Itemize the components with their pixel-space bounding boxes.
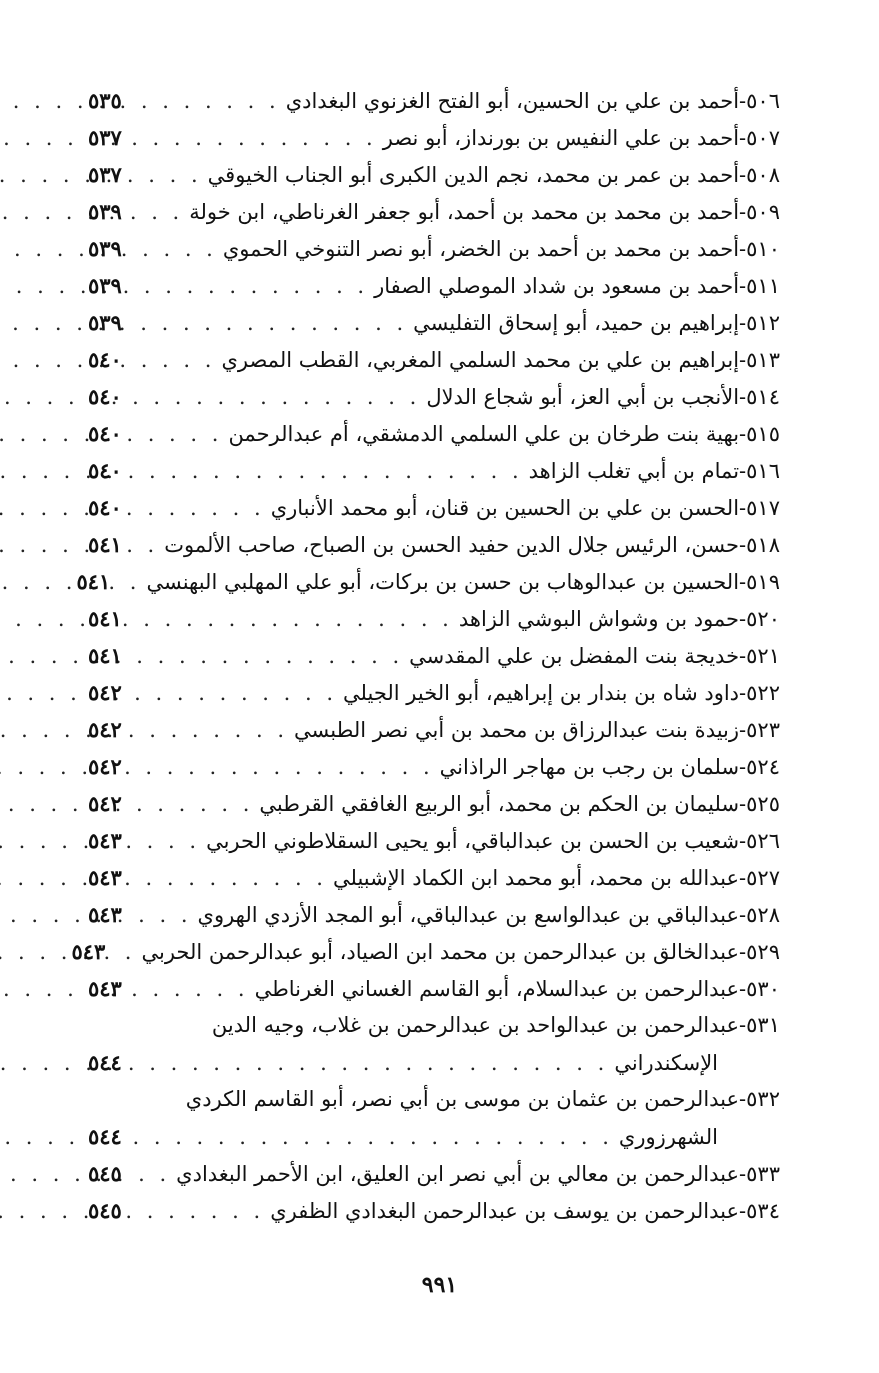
toc-entry xyxy=(88,452,780,489)
entry-dash: - xyxy=(739,533,747,557)
leader-dots xyxy=(124,564,146,601)
entry-number: ٥٢١ xyxy=(746,644,780,668)
toc-entry xyxy=(88,304,780,341)
toc-line xyxy=(88,1007,780,1044)
leader-dots xyxy=(136,1045,614,1082)
toc-line xyxy=(88,1192,780,1229)
leader-dots xyxy=(136,749,440,786)
entry-title: داود شاه بن بندار بن إبراهيم، أبو الخير الجيلي xyxy=(343,681,740,705)
leader-dots xyxy=(136,194,189,231)
toc-entry xyxy=(88,822,780,859)
toc-entry xyxy=(88,1081,780,1155)
entry-page: ٥٣٥ xyxy=(88,88,122,113)
entry-number: ٥٣٢ xyxy=(746,1087,780,1111)
toc-entry xyxy=(88,378,780,415)
toc-line xyxy=(88,193,780,230)
entry-dash: - xyxy=(739,607,747,631)
entry-page: ٥٤١ xyxy=(88,606,122,631)
entry-title: حمود بن وشواش البوشي الزاهد xyxy=(458,607,740,631)
leader-dots xyxy=(136,416,228,453)
toc-entry xyxy=(76,563,780,600)
toc-entry xyxy=(88,748,780,785)
entry-number: ٥٠٧ xyxy=(746,126,780,150)
entry-page: ٥٣٩ xyxy=(88,199,122,224)
entry-dash: - xyxy=(739,1199,747,1223)
toc-line xyxy=(76,563,780,600)
toc-line xyxy=(88,378,780,415)
entry-title: عبدالله بن محمد، أبو محمد ابن الكماد الإشبيلي xyxy=(332,866,740,890)
entry-dash: - xyxy=(739,570,747,594)
leader-dots xyxy=(136,231,223,268)
leader-dots xyxy=(136,490,271,527)
toc-entry xyxy=(88,267,780,304)
toc-line xyxy=(88,304,780,341)
leader-dots xyxy=(136,675,343,712)
entry-page: ٥٤٤ xyxy=(88,1050,122,1075)
toc-entry xyxy=(88,119,780,156)
entry-title: عبدالرحمن بن عثمان بن موسى بن أبي نصر، أبو القاسم الكردي xyxy=(185,1087,740,1111)
entry-page: ٥٤٣ xyxy=(88,902,122,927)
entry-dash: - xyxy=(739,163,747,187)
leader-dots xyxy=(136,1156,176,1193)
entry-number: ٥١٢ xyxy=(746,311,780,335)
toc-line xyxy=(88,674,780,711)
entry-dash: - xyxy=(739,348,747,372)
toc-line xyxy=(88,600,780,637)
entry-number: ٥٠٩ xyxy=(746,200,780,224)
entry-page: ٥٤٣ xyxy=(88,976,122,1001)
entry-dash: - xyxy=(739,126,747,150)
leader-dots xyxy=(136,305,413,342)
entry-title: عبدالرحمن بن معالي بن أبي نصر ابن العليق، ابن الأحمر البغدادي xyxy=(176,1162,740,1186)
toc-line xyxy=(88,822,780,859)
entry-page: ٥٤٢ xyxy=(88,754,122,779)
entry-page: ٥٤٠ xyxy=(88,384,122,409)
leader-dots xyxy=(136,453,529,490)
leader-dots xyxy=(136,379,426,416)
entry-number: ٥١٧ xyxy=(746,496,780,520)
entry-dash: - xyxy=(739,459,747,483)
leader-dots xyxy=(136,83,286,120)
entry-number: ٥٢٩ xyxy=(746,940,780,964)
entry-dash: - xyxy=(739,1087,747,1111)
entry-dash: - xyxy=(739,237,747,261)
toc-line xyxy=(88,859,780,896)
entry-number: ٥٢٠ xyxy=(746,607,780,631)
leader-dots xyxy=(136,342,221,379)
entry-page: ٥٤٠ xyxy=(88,495,122,520)
toc-line xyxy=(88,785,780,822)
leader-dots xyxy=(119,934,141,971)
toc-line xyxy=(88,1155,780,1192)
toc-entry xyxy=(88,341,780,378)
entry-dash: - xyxy=(739,1162,747,1186)
toc-entry xyxy=(88,156,780,193)
entry-title: زبيدة بنت عبدالرزاق بن محمد بن أبي نصر الطبسي xyxy=(294,718,740,742)
entry-title: أحمد بن محمد بن محمد بن أحمد، أبو جعفر الغرناطي، ابن خولة xyxy=(189,200,740,224)
toc-entry xyxy=(88,526,780,563)
toc-entry xyxy=(88,1155,780,1192)
entry-page: ٥٣٩ xyxy=(88,310,122,335)
leader-dots xyxy=(136,1193,270,1230)
leader-dots xyxy=(136,268,374,305)
entry-page: ٥٤٣ xyxy=(88,828,122,853)
toc-entry xyxy=(88,785,780,822)
entry-page: ٥٤٣ xyxy=(71,939,106,964)
entry-number: ٥١٣ xyxy=(746,348,780,372)
toc-entry xyxy=(71,933,780,970)
toc-line xyxy=(88,526,780,563)
entry-number: ٥٢٥ xyxy=(746,792,780,816)
entry-number: ٥١٤ xyxy=(746,385,780,409)
entry-number: ٥٠٨ xyxy=(746,163,780,187)
entry-dash: - xyxy=(739,681,747,705)
entry-page: ٥٤٠ xyxy=(88,347,122,372)
entry-title: إبراهيم بن حميد، أبو إسحاق التفليسي xyxy=(413,311,740,335)
entry-title-continued: الإسكندراني xyxy=(614,1051,718,1075)
entry-dash: - xyxy=(739,644,747,668)
entry-dash: - xyxy=(739,496,747,520)
entry-dash: - xyxy=(739,903,747,927)
entry-number: ٥٣٠ xyxy=(746,977,780,1001)
toc-entry xyxy=(88,970,780,1007)
entry-dash: - xyxy=(739,718,747,742)
entry-number: ٥١٥ xyxy=(746,422,780,446)
entry-dash: - xyxy=(739,866,747,890)
entry-title: عبدالباقي بن عبدالواسع بن عبدالباقي، أبو المجد الأزدي الهروي xyxy=(197,903,740,927)
toc-entry xyxy=(88,230,780,267)
leader-dots xyxy=(136,1119,619,1156)
toc-entry xyxy=(88,600,780,637)
toc-line xyxy=(88,341,780,378)
entry-title: عبدالخالق بن عبدالرحمن بن محمد ابن الصياد، أبو عبدالرحمن الحربي xyxy=(141,940,740,964)
entry-title-continued: الشهرزوري xyxy=(618,1125,718,1149)
entry-number: ٥١٨ xyxy=(746,533,780,557)
entry-title: خديجة بنت المفضل بن علي المقدسي xyxy=(409,644,740,668)
toc-entry xyxy=(88,1192,780,1229)
entry-title: الحسين بن عبدالوهاب بن حسن بن بركات، أبو علي المهلبي البهنسي xyxy=(146,570,740,594)
toc-entry xyxy=(88,1007,780,1081)
entry-number: ٥١١ xyxy=(746,274,780,298)
toc-line xyxy=(88,489,780,526)
entry-page: ٥٤٣ xyxy=(88,865,122,890)
entry-title: الأنجب بن أبي العز، أبو شجاع الدلال xyxy=(426,385,740,409)
entry-dash: - xyxy=(739,200,747,224)
leader-dots xyxy=(136,786,259,823)
entry-number: ٥٣٣ xyxy=(746,1162,780,1186)
toc-entry xyxy=(88,859,780,896)
entry-page: ٥٤١ xyxy=(88,532,122,557)
entry-title: عبدالرحمن بن يوسف بن عبدالرحمن البغدادي الظفري xyxy=(270,1199,740,1223)
toc-line xyxy=(88,711,780,748)
toc-line xyxy=(88,748,780,785)
entry-dash: - xyxy=(739,792,747,816)
toc-line-continued xyxy=(88,1044,780,1081)
entry-title: أحمد بن علي بن الحسين، أبو الفتح الغزنوي البغدادي xyxy=(285,89,740,113)
leader-dots xyxy=(136,527,164,564)
toc-entry xyxy=(88,193,780,230)
leader-dots xyxy=(136,971,255,1008)
entry-page: ٥٣٧ xyxy=(88,125,122,150)
entry-title: عبدالرحمن بن عبدالواحد بن عبدالرحمن بن غلاب، وجيه الدين xyxy=(211,1013,740,1037)
toc-line xyxy=(88,82,780,119)
entry-number: ٥٢٣ xyxy=(746,718,780,742)
entry-page: ٥٤١ xyxy=(88,643,122,668)
leader-dots xyxy=(136,157,208,194)
entry-title: أحمد بن عمر بن محمد، نجم الدين الكبرى أبو الجناب الخيوقي xyxy=(207,163,740,187)
toc-line xyxy=(88,1081,780,1118)
toc-entry xyxy=(88,637,780,674)
entry-number: ٥١٠ xyxy=(746,237,780,261)
entry-number: ٥٣٤ xyxy=(746,1199,780,1223)
toc-line xyxy=(88,637,780,674)
entry-title: حسن، الرئيس جلال الدين حفيد الحسن بن الصباح، صاحب الألموت xyxy=(164,533,740,557)
entry-page: ٥٤٠ xyxy=(88,458,122,483)
entry-title: أحمد بن مسعود بن شداد الموصلي الصفار xyxy=(374,274,740,298)
entry-number: ٥٢٢ xyxy=(746,681,780,705)
leader-dots xyxy=(136,601,459,638)
toc-entry xyxy=(88,415,780,452)
toc-line xyxy=(88,119,780,156)
entry-title: بهية بنت طرخان بن علي السلمي الدمشقي، أم عبدالرحمن xyxy=(228,422,740,446)
entry-title: أحمد بن علي النفيس بن بورنداز، أبو نصر xyxy=(382,126,740,150)
entry-title: الحسن بن علي بن الحسين بن قنان، أبو محمد الأنباري xyxy=(270,496,740,520)
entry-dash: - xyxy=(739,940,747,964)
entry-page: ٥٣٩ xyxy=(88,236,122,261)
leader-dots xyxy=(136,860,333,897)
entry-page: ٥٤٠ xyxy=(88,421,122,446)
leader-dots xyxy=(136,638,409,675)
entry-dash: - xyxy=(739,977,747,1001)
toc-entry xyxy=(88,896,780,933)
entry-page: ٥٤٢ xyxy=(88,717,122,742)
leader-dots xyxy=(136,823,206,860)
leader-dots xyxy=(136,897,198,934)
entry-number: ٥١٦ xyxy=(746,459,780,483)
entry-number: ٥٢٨ xyxy=(746,903,780,927)
entry-title: شعيب بن الحسن بن عبدالباقي، أبو يحيى السقلاطوني الحربي xyxy=(206,829,740,853)
leader-dots xyxy=(136,120,383,157)
toc-line xyxy=(88,970,780,1007)
entry-dash: - xyxy=(739,89,747,113)
entry-page: ٥٣٧ xyxy=(88,162,122,187)
entry-page: ٥٤١ xyxy=(76,569,111,594)
toc-entry xyxy=(88,82,780,119)
entry-dash: - xyxy=(739,1013,747,1037)
entry-title: عبدالرحمن بن عبدالسلام، أبو القاسم الغساني الغرناطي xyxy=(254,977,740,1001)
toc-line xyxy=(88,896,780,933)
entry-title: سلمان بن رجب بن مهاجر الراذاني xyxy=(439,755,740,779)
entry-title: إبراهيم بن علي بن محمد السلمي المغربي، القطب المصري xyxy=(221,348,740,372)
entry-number: ٥٢٧ xyxy=(746,866,780,890)
entry-dash: - xyxy=(739,755,747,779)
toc-entry xyxy=(88,489,780,526)
entry-page: ٥٣٩ xyxy=(88,273,122,298)
entry-page: ٥٤٤ xyxy=(88,1124,122,1149)
entry-page: ٥٤٥ xyxy=(88,1198,122,1223)
toc-line xyxy=(71,933,780,970)
entry-page: ٥٤٥ xyxy=(88,1161,122,1186)
toc-line xyxy=(88,156,780,193)
entry-title: تمام بن أبي تغلب الزاهد xyxy=(528,459,740,483)
toc-entry xyxy=(88,674,780,711)
entry-number: ٥١٩ xyxy=(746,570,780,594)
toc-line xyxy=(88,415,780,452)
toc-line xyxy=(88,230,780,267)
entry-page: ٥٤٢ xyxy=(88,791,122,816)
entry-dash: - xyxy=(739,829,747,853)
entry-number: ٥٢٤ xyxy=(746,755,780,779)
toc-line xyxy=(88,267,780,304)
entry-number: ٥٠٦ xyxy=(746,89,780,113)
entry-title: أحمد بن محمد بن أحمد بن الخضر، أبو نصر التنوخي الحموي xyxy=(222,237,740,261)
entry-number: ٥٣١ xyxy=(746,1013,780,1037)
entry-dash: - xyxy=(739,311,747,335)
leader-dots xyxy=(136,712,294,749)
toc-line xyxy=(88,452,780,489)
entry-title: سليمان بن الحكم بن محمد، أبو الربيع الغافقي القرطبي xyxy=(259,792,740,816)
entry-number: ٥٢٦ xyxy=(746,829,780,853)
page-number: ٩٩١ xyxy=(421,1272,458,1298)
toc-entry xyxy=(88,711,780,748)
entry-dash: - xyxy=(739,422,747,446)
entry-dash: - xyxy=(739,385,747,409)
entry-dash: - xyxy=(739,274,747,298)
table-of-contents xyxy=(71,82,780,1229)
toc-line-continued xyxy=(88,1118,780,1155)
entry-page: ٥٤٢ xyxy=(88,680,122,705)
